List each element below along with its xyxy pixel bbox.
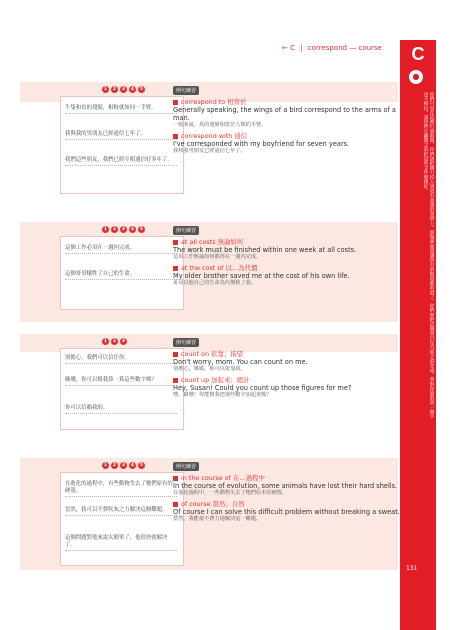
circle-2: 2: [112, 227, 117, 232]
circle-2: 2: [112, 87, 117, 92]
english-example: Hey, Susan! Could you count up those figures for me?: [173, 384, 352, 392]
section-count: [20, 334, 398, 438]
phrase-heading: at all costs 無論如何: [173, 238, 405, 246]
phrase-heading: in the course of 在…過程中: [173, 474, 405, 482]
rating-circles: [102, 86, 145, 93]
alphabet-sidebar: [400, 40, 436, 630]
practice-box: [60, 236, 184, 310]
header-range-start: correspond: [307, 44, 347, 52]
question-2: 這個哥哥犧牲了自己的生命。: [65, 271, 177, 280]
phrase-heading: at the cost of 以…為代價: [173, 264, 405, 272]
english-example: My older brother saved me at the cost of his own life.: [173, 272, 350, 280]
bullet-icon: [173, 502, 178, 507]
phrase-heading: correspond with 通信: [173, 132, 405, 140]
section-correspond: [20, 82, 398, 208]
question-2: 蘇珊，你可以幫我算一算這些數字嗎？: [65, 377, 177, 386]
question-2: 當然，我可以不費吹灰之力解決這個難題。: [65, 507, 177, 516]
circle-1: 1: [103, 463, 108, 468]
practice-box: [60, 348, 184, 430]
rating-circles: [102, 226, 145, 233]
section-course: [20, 458, 398, 570]
chinese-translation: 別擔心，媽媽。妳可以依靠我。: [173, 366, 246, 372]
entries: [173, 98, 405, 158]
entry: [173, 474, 405, 497]
question-3: 我們這些朋友，我們已經互相通信好多年了。: [65, 157, 177, 166]
english-example: The work must be finished within one week at all costs.: [173, 246, 357, 254]
rating-circles: [102, 462, 145, 469]
bullet-icon: [173, 134, 178, 139]
question-3: 這個問題對他來說太簡單了，他很快就解決了。: [65, 535, 177, 551]
example-tag: 例句練習: [173, 226, 199, 235]
chinese-translation: 我和我男朋友已經通信七年了。: [173, 148, 246, 154]
circle-5: 5: [139, 463, 144, 468]
header-prev: ← C: [282, 44, 295, 52]
entry: [173, 132, 405, 155]
circle-5: 5: [139, 87, 144, 92]
circle-5: 5: [139, 227, 144, 232]
rating-circles: [102, 338, 127, 345]
example-tag: 例句練習: [173, 462, 199, 471]
english-example: Generally speaking, the wings of a bird correspond to the arms of a man.: [173, 106, 396, 122]
chinese-translation: 嘿，蘇珊！你能幫我把那些數字加起來嗎？: [173, 392, 272, 398]
bullet-icon: [173, 266, 178, 271]
bullet-icon: [173, 476, 178, 481]
circle-2: 2: [112, 339, 117, 344]
phrase-heading: count on 依靠；指望: [173, 350, 405, 358]
sidebar-letter: C: [411, 44, 425, 64]
circle-1: 1: [103, 227, 108, 232]
question-3: 你可以信賴我的。: [65, 405, 177, 414]
circle-3: 3: [121, 227, 126, 232]
question-1: 在進化的過程中，有些動物失去了牠們原有的硬殼。: [65, 481, 177, 497]
entries: [173, 474, 405, 526]
circle-4: 4: [130, 87, 135, 92]
bullet-icon: [173, 352, 178, 357]
header-range-end: course: [358, 44, 382, 52]
example-tag: 例句練習: [173, 86, 199, 95]
chinese-translation: 當然，我能毫不費力地解決這一難題。: [173, 516, 262, 522]
entry: [173, 98, 405, 129]
english-example: Of course I can solve this difficult problem without breaking a sweat.: [173, 508, 400, 516]
circle-3: 3: [121, 87, 126, 92]
chinese-translation: 在演化過程中，一些動物失去了牠們原本的硬殼。: [173, 490, 288, 496]
page-header: [282, 44, 400, 58]
header-separator: |: [300, 44, 303, 52]
phrase-heading: of course 當然；自然: [173, 500, 405, 508]
bullet-icon: [173, 100, 178, 105]
circle-4: 4: [130, 227, 135, 232]
section-cost: [20, 222, 398, 322]
entries: [173, 350, 405, 402]
english-example: In the course of evolution, some animals have lost their hard shells.: [173, 482, 398, 490]
entry: [173, 376, 405, 399]
entry: [173, 238, 405, 261]
phrase-heading: count up 加起來；總計: [173, 376, 405, 384]
entry: [173, 500, 405, 523]
circle-2: 2: [112, 463, 117, 468]
sidebar-index-icon: ●: [409, 70, 423, 84]
circle-1: 1: [103, 87, 108, 92]
practice-box: [60, 472, 184, 566]
question-1: 別擔心，我們可以信任你。: [65, 355, 177, 364]
entries: [173, 238, 405, 290]
page-number: 131: [406, 565, 418, 572]
circle-3: 3: [121, 463, 126, 468]
english-example: I've corresponded with my boyfriend for seven years.: [173, 140, 350, 148]
question-1: 這個工作必須在一週內完成。: [65, 245, 177, 254]
circle-3: 3: [121, 339, 126, 344]
circle-1: 1: [103, 339, 108, 344]
chinese-translation: 哥哥以他自己的生命為代價救了我。: [173, 280, 257, 286]
chinese-translation: 一般來說，鳥的翅膀相當於人類的手臂。: [173, 122, 267, 128]
header-dash: —: [349, 44, 357, 52]
practice-box: [60, 96, 184, 194]
sidebar-vertical-text: 你們只是在這裡打發時間，你們該把精力投入到更有意義的事情上。那場暴風雨讓所有的航班都取消了。你們要把這個項目在月底之前完成。我對你說的話一個字也不相信。請你們在離開之前把這些文件整理好。: [423, 92, 434, 419]
bullet-icon: [173, 240, 178, 245]
circle-4: 4: [130, 463, 135, 468]
question-1: 牛隻和鳥的翅膀，相較就如同一手臂。: [65, 105, 177, 114]
example-tag: 例句練習: [173, 338, 199, 347]
chinese-translation: 這項工作無論如何都得在一週內完成。: [173, 254, 262, 260]
bullet-icon: [173, 378, 178, 383]
english-example: Don't worry, mom. You can count on me.: [173, 358, 308, 366]
entry: [173, 264, 405, 287]
phrase-heading: correspond to 相當於: [173, 98, 405, 106]
entry: [173, 350, 405, 373]
question-2: 我與我的男朋友已經通信七年了。: [65, 131, 177, 140]
